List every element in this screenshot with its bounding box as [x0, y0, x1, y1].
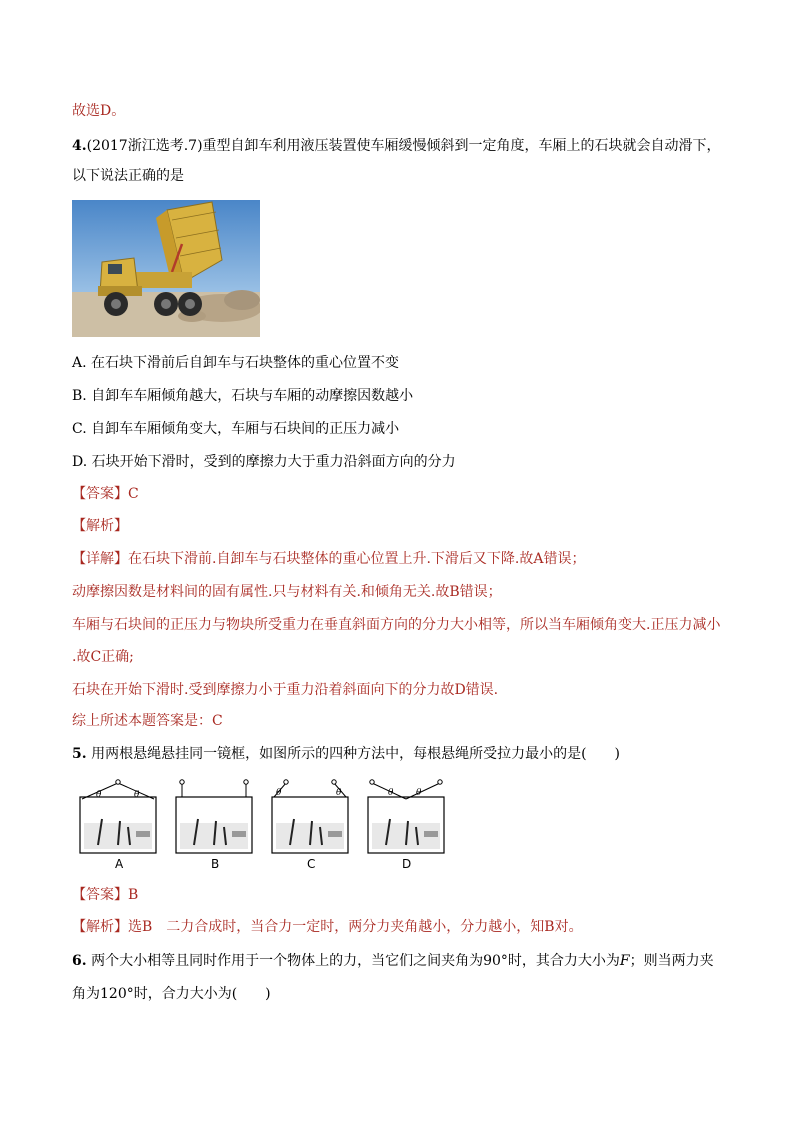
dump-truck-photo [72, 200, 260, 337]
q5-stem-line [72, 745, 620, 763]
q4-source: (2017浙江选考.7) [86, 138, 203, 154]
frame-c [272, 780, 348, 871]
frame-label-c: C [307, 857, 316, 871]
q4-option-b: B. 自卸车车厢倾角越大，石块与车厢的动摩擦因数越小 [72, 388, 414, 404]
q6-stem-line2: 角为120°时，合力大小为( ) [72, 986, 271, 1002]
q3-conclusion: 故选D。 [72, 103, 126, 119]
frame-a [80, 780, 156, 871]
q4-number: 4. [72, 138, 87, 154]
q4-option-d: D. 石块开始下滑时，受到的摩擦力大于重力沿斜面方向的分力 [72, 454, 456, 470]
q4-analysis-title: 【解析】 [72, 518, 128, 534]
theta-c2: θ [336, 788, 342, 798]
theta-d2: θ [416, 788, 422, 798]
q6-number: 6. [72, 953, 87, 969]
frame-d [368, 780, 444, 871]
frame-label-a: A [115, 857, 124, 871]
q4-stem-line1 [72, 137, 721, 155]
frame-b [176, 780, 252, 871]
frame-label-b: B [211, 857, 220, 871]
q5-stem-text: 用两根悬绳悬挂同一镜框，如图所示的四种方法中，每根悬绳所受拉力最小的是( ) [91, 746, 620, 762]
q4-detail-label: 【详解】 [72, 551, 128, 567]
q4-option-a: A. 在石块下滑前后自卸车与石块整体的重心位置不变 [72, 355, 400, 371]
q5-analysis-text: 选B 二力合成时，当合力一定时，两分力夹角越小，分力越小，知B对。 [128, 919, 583, 935]
q5-analysis-label: 【解析】 [72, 919, 128, 935]
q6-stem-tail: ；则当两力夹 [629, 953, 714, 969]
q4-detail-3: 车厢与石块间的正压力与物块所受重力在垂直斜面方向的分力大小相等，所以当车厢倾角变大.正压力减小 [72, 617, 721, 633]
q4-stem-text: 重型自卸车利用液压装置使车厢缓慢倾斜到一定角度，车厢上的石块就会自动滑下， [202, 138, 721, 154]
q5-analysis [72, 918, 583, 936]
q4-stem-line2: 以下说法正确的是 [72, 168, 184, 184]
q5-number: 5. [72, 746, 87, 762]
theta-a1: θ [96, 790, 102, 800]
theta-c1: θ [276, 788, 282, 798]
theta-d1: θ [388, 788, 394, 798]
q5-answer: 【答案】B [72, 887, 139, 903]
q4-detail-text-1: 在石块下滑前.自卸车与石块整体的重心位置上升.下滑后又下降.故A错误； [128, 551, 586, 567]
q4-option-c: C. 自卸车车厢倾角变大，车厢与石块间的正压力减小 [72, 421, 400, 437]
frame-label-d: D [402, 857, 412, 871]
q4-detail-1 [72, 550, 585, 568]
q6-stem-text: 两个大小相等且同时作用于一个物体上的力，当它们之间夹角为90°时，其合力大小为 [91, 953, 620, 969]
q4-detail-2: 动摩擦因数是材料间的固有属性.只与材料有关.和倾角无关.故B错误； [72, 584, 502, 600]
q4-detail-4: .故C正确; [72, 649, 134, 665]
theta-a2: θ [134, 790, 140, 800]
q4-summary: 综上所述本题答案是：C [72, 713, 223, 729]
q6-stem-line1 [72, 952, 714, 970]
q4-detail-5: 石块在开始下滑时.受到摩擦力小于重力沿着斜面向下的分力故D错误. [72, 682, 499, 698]
q4-answer: 【答案】C [72, 486, 139, 502]
q5-frames-figure [72, 775, 452, 875]
q6-force-symbol: F [619, 953, 630, 969]
